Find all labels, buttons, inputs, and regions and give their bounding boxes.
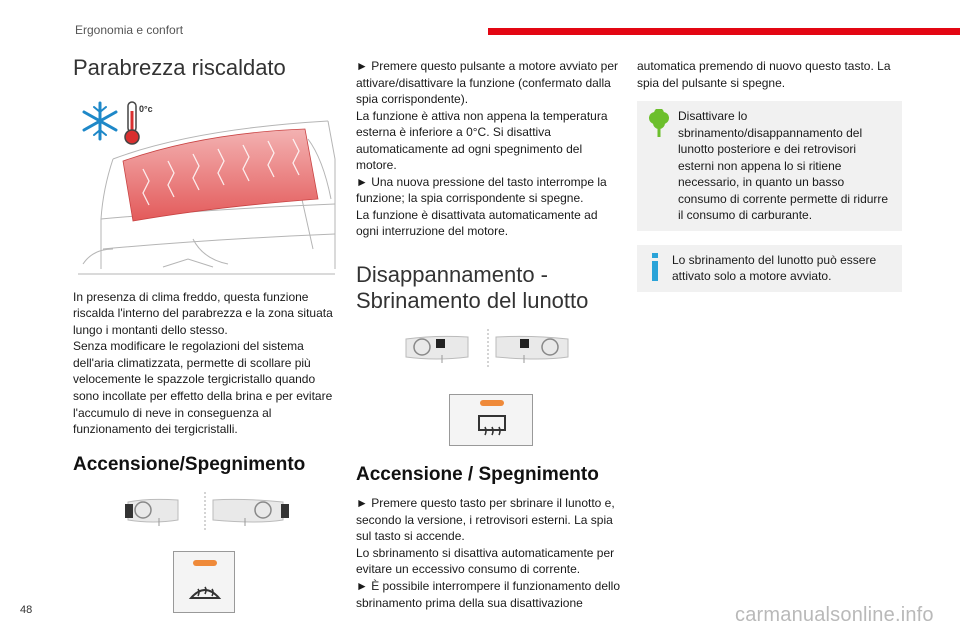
- snowflake-icon: [84, 103, 116, 139]
- rear-defrost-icon: [476, 413, 508, 437]
- page-number: 48: [20, 604, 33, 616]
- paragraph: Senza modificare le regolazioni del sistema dell'aria climatizzata, permette di scollare più velocemente le spazzole tergicristallo quando sono incollate per effetto della brina e per evitare l'accumulo di neve in conseguenza al funzionamento dei tergicristalli.: [73, 339, 333, 437]
- column-middle: [356, 55, 621, 611]
- info-note-text: Lo sbrinamento del lunotto può essere attivato solo a motore avviato.: [672, 252, 877, 284]
- heated-windshield-area: [123, 129, 318, 221]
- watermark: carmanualsonline.info: [735, 604, 934, 626]
- windshield-illustration: [73, 99, 338, 279]
- subheading-on-off: Accensione/Spegnimento: [73, 453, 306, 475]
- windshield-defrost-button[interactable]: [173, 551, 235, 613]
- rear-defrost-button[interactable]: [449, 394, 533, 446]
- rear-defrost-positions-diagram: [356, 327, 621, 375]
- eco-tree-icon: [647, 109, 671, 139]
- rhd-dashboard: [213, 500, 289, 527]
- dashboard-illustration: [73, 490, 338, 543]
- paragraph: ► Premere questo pulsante a motore avviato per attivare/disattivare la funzione (confermato dalla spia corrispondente).: [356, 59, 619, 107]
- lhd-dashboard: [406, 337, 468, 364]
- paragraph: ► Premere questo tasto per sbrinare il lunotto e, secondo la versione, i retrovisori esterni. La spia sul tasto si accende.: [356, 496, 615, 544]
- column-left: [73, 55, 338, 613]
- subheading-on-off: Accensione / Spegnimento: [356, 464, 599, 486]
- paragraph: La funzione è disattivata automaticamente ad ogni interruzione del motore.: [356, 207, 598, 239]
- lhd-dashboard: [125, 500, 178, 527]
- eco-note-text: Disattivare lo sbrinamento/disappannamento del lunotto posteriore e dei retrovisori esterni non appena lo si ritiene necessario, in quanto un basso consumo di corrente permette di ridurre il consumo di carburante.: [678, 109, 889, 223]
- heated-windshield-diagram: [73, 99, 338, 279]
- paragraph: automatica premendo di nuovo questo tasto. La spia del pulsante si spegne.: [637, 59, 891, 90]
- header-accent-bar: [488, 28, 960, 35]
- rhd-dashboard: [496, 337, 568, 364]
- section-title-heated-windshield: Parabrezza riscaldato: [73, 55, 286, 80]
- paragraph: In presenza di clima freddo, questa funzione riscalda l'interno del parabrezza e la zona situata lungo i montanti dello stesso.: [73, 289, 333, 337]
- steering-wheel-positions-diagram: [73, 490, 338, 538]
- section-title-rear-defrost: Disappannamento - Sbrinamento del lunotto: [356, 262, 589, 313]
- info-icon: [649, 253, 661, 281]
- paragraph: ► Una nuova pressione del tasto interrompe la funzione; la spia corrispondente si spegne.: [356, 174, 607, 206]
- indicator-light: [193, 560, 217, 566]
- paragraph: Lo sbrinamento si disattiva automaticamente per evitare un eccessivo consumo di corrente.: [356, 545, 615, 577]
- paragraph: ► È possibile interrompere il funzionamento dello sbrinamento prima della sua disattivazione: [356, 579, 621, 610]
- column-right: [637, 55, 902, 292]
- info-note: [637, 245, 902, 292]
- temperature-label: 0°c: [139, 103, 153, 114]
- indicator-light: [480, 400, 504, 406]
- front-defrost-icon: [187, 578, 223, 606]
- section-header: Ergonomia e confort: [75, 23, 184, 37]
- rear-dashboard-illustration: [356, 327, 621, 380]
- eco-note: [637, 101, 902, 231]
- thermometer-icon: [125, 102, 139, 144]
- paragraph: La funzione è attiva non appena la temperatura esterna è inferiore a 0°C. Si disattiva automaticamente ad ogni spegnimento del motore.: [356, 108, 608, 173]
